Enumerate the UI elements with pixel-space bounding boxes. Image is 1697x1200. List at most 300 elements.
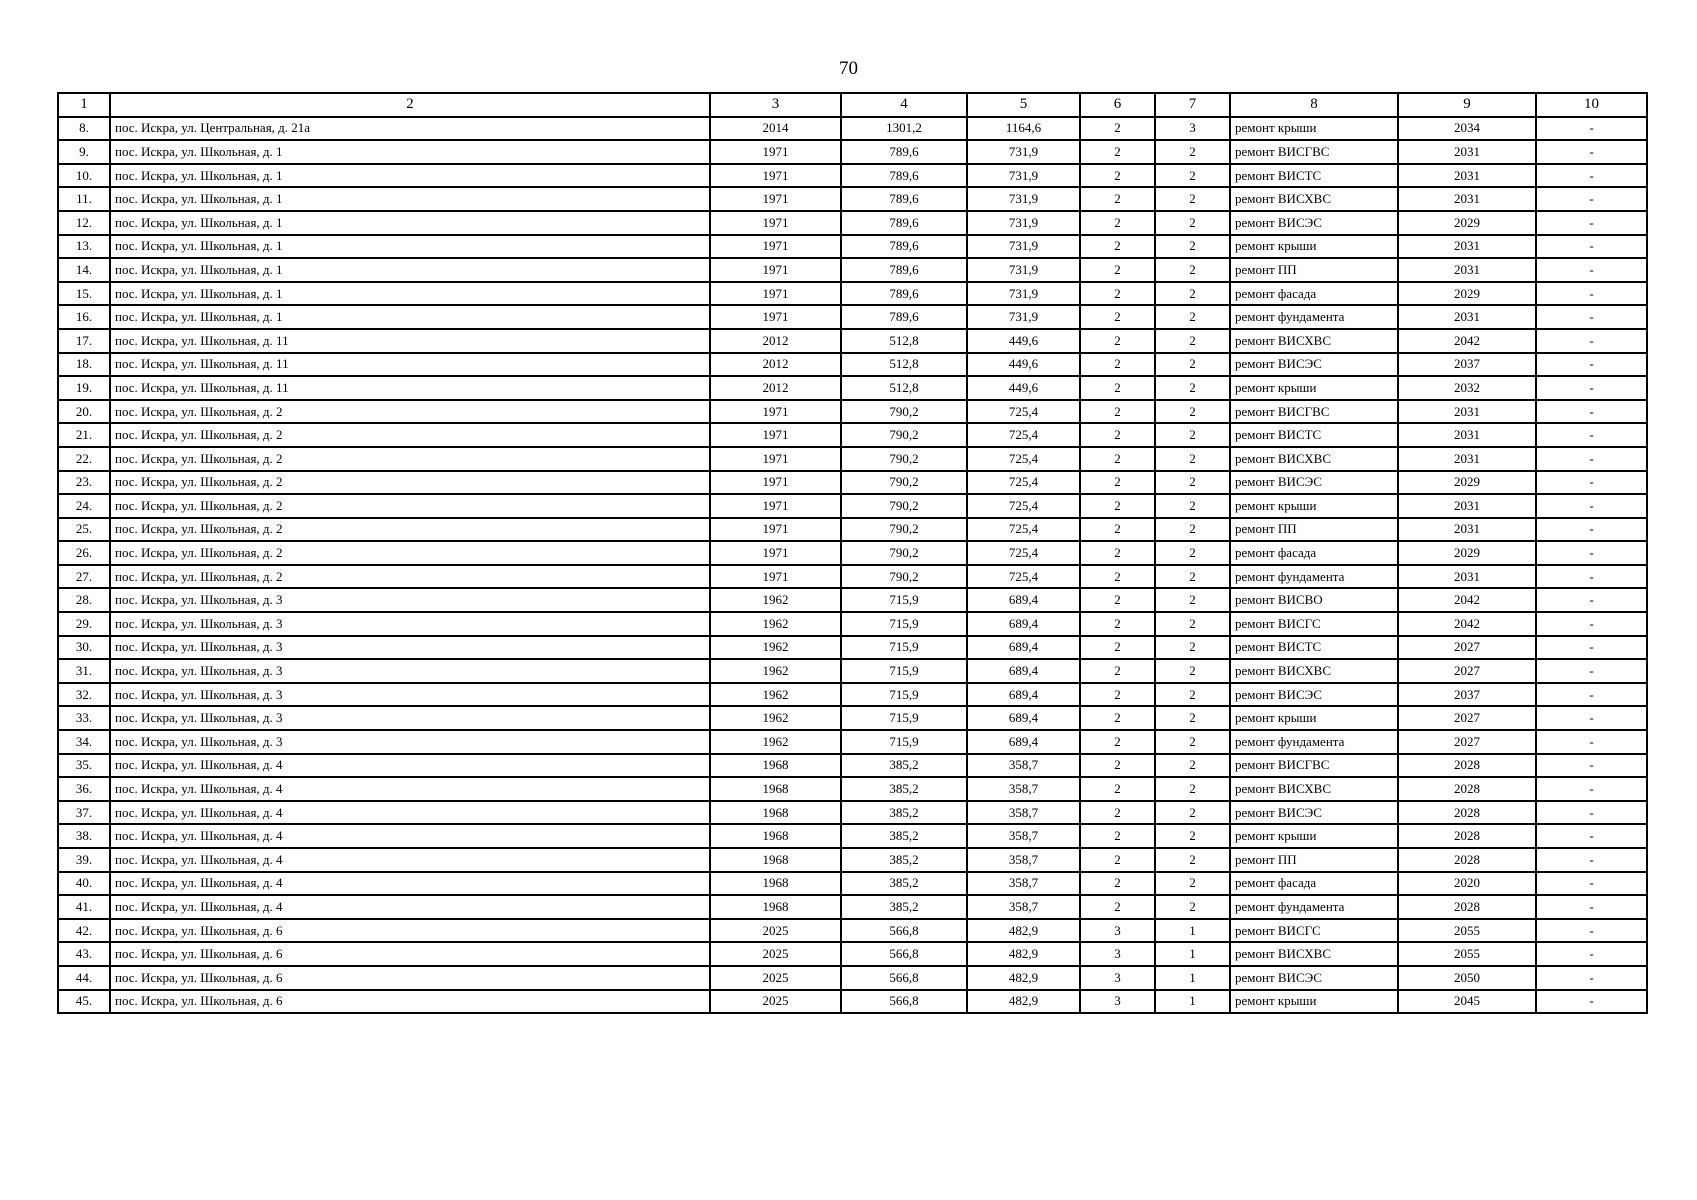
- address-cell: пос. Искра, ул. Школьная, д. 6: [110, 966, 710, 990]
- row-number-cell: 35.: [58, 754, 110, 778]
- address-cell: пос. Искра, ул. Школьная, д. 2: [110, 400, 710, 424]
- planned-year-cell: 2027: [1398, 706, 1536, 730]
- table-row: [58, 447, 1647, 471]
- total-area-cell: 790,2: [841, 494, 967, 518]
- address-cell: пос. Искра, ул. Центральная, д. 21а: [110, 117, 710, 141]
- note-cell: -: [1536, 683, 1647, 707]
- planned-year-cell: 2031: [1398, 258, 1536, 282]
- planned-year-cell: 2031: [1398, 305, 1536, 329]
- work-type-cell: ремонт ПП: [1230, 258, 1398, 282]
- total-area-cell: 715,9: [841, 612, 967, 636]
- table-row: [58, 872, 1647, 896]
- floors-cell: 2: [1080, 777, 1155, 801]
- address-cell: пос. Искра, ул. Школьная, д. 1: [110, 282, 710, 306]
- year-cell: 1968: [710, 848, 841, 872]
- total-area-cell: 1301,2: [841, 117, 967, 141]
- floors-cell: 2: [1080, 588, 1155, 612]
- work-type-cell: ремонт ВИСВО: [1230, 588, 1398, 612]
- living-area-cell: 689,4: [967, 588, 1080, 612]
- year-cell: 1962: [710, 588, 841, 612]
- entrances-cell: 2: [1155, 895, 1230, 919]
- total-area-cell: 715,9: [841, 659, 967, 683]
- table-row: [58, 471, 1647, 495]
- floors-cell: 3: [1080, 919, 1155, 943]
- row-number-cell: 17.: [58, 329, 110, 353]
- table-row: [58, 801, 1647, 825]
- address-cell: пос. Искра, ул. Школьная, д. 3: [110, 588, 710, 612]
- note-cell: -: [1536, 518, 1647, 542]
- year-cell: 1971: [710, 187, 841, 211]
- planned-year-cell: 2055: [1398, 919, 1536, 943]
- entrances-cell: 2: [1155, 683, 1230, 707]
- year-cell: 2012: [710, 329, 841, 353]
- note-cell: -: [1536, 754, 1647, 778]
- floors-cell: 2: [1080, 423, 1155, 447]
- entrances-cell: 1: [1155, 966, 1230, 990]
- entrances-cell: 2: [1155, 636, 1230, 660]
- living-area-cell: 731,9: [967, 258, 1080, 282]
- address-cell: пос. Искра, ул. Школьная, д. 1: [110, 164, 710, 188]
- table-row: [58, 659, 1647, 683]
- total-area-cell: 715,9: [841, 683, 967, 707]
- table-row: [58, 258, 1647, 282]
- address-cell: пос. Искра, ул. Школьная, д. 6: [110, 942, 710, 966]
- floors-cell: 2: [1080, 353, 1155, 377]
- work-type-cell: ремонт ВИСТС: [1230, 636, 1398, 660]
- total-area-cell: 790,2: [841, 400, 967, 424]
- living-area-cell: 449,6: [967, 329, 1080, 353]
- year-cell: 1971: [710, 400, 841, 424]
- living-area-cell: 725,4: [967, 400, 1080, 424]
- row-number-cell: 8.: [58, 117, 110, 141]
- year-cell: 1968: [710, 754, 841, 778]
- note-cell: -: [1536, 565, 1647, 589]
- table-row: [58, 754, 1647, 778]
- header-cell: 7: [1155, 93, 1230, 117]
- floors-cell: 2: [1080, 471, 1155, 495]
- table-row: [58, 990, 1647, 1014]
- header-cell: 5: [967, 93, 1080, 117]
- work-type-cell: ремонт ВИСЭС: [1230, 801, 1398, 825]
- entrances-cell: 2: [1155, 518, 1230, 542]
- floors-cell: 2: [1080, 494, 1155, 518]
- entrances-cell: 2: [1155, 706, 1230, 730]
- address-cell: пос. Искра, ул. Школьная, д. 1: [110, 211, 710, 235]
- entrances-cell: 2: [1155, 494, 1230, 518]
- planned-year-cell: 2050: [1398, 966, 1536, 990]
- row-number-cell: 18.: [58, 353, 110, 377]
- work-type-cell: ремонт фасада: [1230, 872, 1398, 896]
- planned-year-cell: 2042: [1398, 329, 1536, 353]
- entrances-cell: 2: [1155, 235, 1230, 259]
- address-cell: пос. Искра, ул. Школьная, д. 2: [110, 518, 710, 542]
- table-row: [58, 565, 1647, 589]
- work-type-cell: ремонт крыши: [1230, 376, 1398, 400]
- planned-year-cell: 2031: [1398, 400, 1536, 424]
- floors-cell: 2: [1080, 612, 1155, 636]
- floors-cell: 2: [1080, 211, 1155, 235]
- row-number-cell: 9.: [58, 140, 110, 164]
- entrances-cell: 2: [1155, 754, 1230, 778]
- work-type-cell: ремонт ВИСХВС: [1230, 329, 1398, 353]
- floors-cell: 2: [1080, 541, 1155, 565]
- floors-cell: 2: [1080, 376, 1155, 400]
- row-number-cell: 11.: [58, 187, 110, 211]
- work-type-cell: ремонт ВИСХВС: [1230, 659, 1398, 683]
- note-cell: -: [1536, 211, 1647, 235]
- floors-cell: 2: [1080, 117, 1155, 141]
- total-area-cell: 715,9: [841, 588, 967, 612]
- address-cell: пос. Искра, ул. Школьная, д. 11: [110, 376, 710, 400]
- entrances-cell: 2: [1155, 541, 1230, 565]
- table-row: [58, 187, 1647, 211]
- total-area-cell: 789,6: [841, 187, 967, 211]
- note-cell: -: [1536, 353, 1647, 377]
- work-type-cell: ремонт ВИСТС: [1230, 423, 1398, 447]
- row-number-cell: 15.: [58, 282, 110, 306]
- header-cell: 10: [1536, 93, 1647, 117]
- year-cell: 2014: [710, 117, 841, 141]
- total-area-cell: 512,8: [841, 353, 967, 377]
- address-cell: пос. Искра, ул. Школьная, д. 6: [110, 919, 710, 943]
- planned-year-cell: 2027: [1398, 730, 1536, 754]
- address-cell: пос. Искра, ул. Школьная, д. 3: [110, 636, 710, 660]
- entrances-cell: 2: [1155, 400, 1230, 424]
- table-row: [58, 588, 1647, 612]
- note-cell: -: [1536, 659, 1647, 683]
- year-cell: 1968: [710, 824, 841, 848]
- total-area-cell: 790,2: [841, 518, 967, 542]
- row-number-cell: 43.: [58, 942, 110, 966]
- work-type-cell: ремонт крыши: [1230, 706, 1398, 730]
- living-area-cell: 689,4: [967, 730, 1080, 754]
- entrances-cell: 2: [1155, 329, 1230, 353]
- total-area-cell: 512,8: [841, 376, 967, 400]
- planned-year-cell: 2028: [1398, 754, 1536, 778]
- entrances-cell: 2: [1155, 258, 1230, 282]
- row-number-cell: 25.: [58, 518, 110, 542]
- entrances-cell: 2: [1155, 447, 1230, 471]
- address-cell: пос. Искра, ул. Школьная, д. 4: [110, 848, 710, 872]
- total-area-cell: 789,6: [841, 282, 967, 306]
- floors-cell: 2: [1080, 801, 1155, 825]
- address-cell: пос. Искра, ул. Школьная, д. 4: [110, 777, 710, 801]
- work-type-cell: ремонт крыши: [1230, 494, 1398, 518]
- planned-year-cell: 2032: [1398, 376, 1536, 400]
- total-area-cell: 385,2: [841, 777, 967, 801]
- address-cell: пос. Искра, ул. Школьная, д. 2: [110, 494, 710, 518]
- address-cell: пос. Искра, ул. Школьная, д. 4: [110, 824, 710, 848]
- row-number-cell: 27.: [58, 565, 110, 589]
- floors-cell: 2: [1080, 754, 1155, 778]
- work-type-cell: ремонт ПП: [1230, 518, 1398, 542]
- address-cell: пос. Искра, ул. Школьная, д. 6: [110, 990, 710, 1014]
- row-number-cell: 42.: [58, 919, 110, 943]
- total-area-cell: 789,6: [841, 140, 967, 164]
- floors-cell: 2: [1080, 659, 1155, 683]
- table-row: [58, 494, 1647, 518]
- total-area-cell: 789,6: [841, 305, 967, 329]
- table-row: [58, 235, 1647, 259]
- living-area-cell: 731,9: [967, 235, 1080, 259]
- note-cell: -: [1536, 447, 1647, 471]
- note-cell: -: [1536, 895, 1647, 919]
- entrances-cell: 2: [1155, 824, 1230, 848]
- entrances-cell: 3: [1155, 117, 1230, 141]
- total-area-cell: 566,8: [841, 919, 967, 943]
- note-cell: -: [1536, 305, 1647, 329]
- entrances-cell: 2: [1155, 282, 1230, 306]
- year-cell: 1968: [710, 801, 841, 825]
- address-cell: пос. Искра, ул. Школьная, д. 3: [110, 683, 710, 707]
- work-type-cell: ремонт ВИСЭС: [1230, 353, 1398, 377]
- year-cell: 1971: [710, 140, 841, 164]
- living-area-cell: 689,4: [967, 612, 1080, 636]
- table-row: [58, 636, 1647, 660]
- address-cell: пос. Искра, ул. Школьная, д. 4: [110, 754, 710, 778]
- row-number-cell: 12.: [58, 211, 110, 235]
- planned-year-cell: 2028: [1398, 895, 1536, 919]
- planned-year-cell: 2027: [1398, 636, 1536, 660]
- header-cell: 9: [1398, 93, 1536, 117]
- living-area-cell: 1164,6: [967, 117, 1080, 141]
- year-cell: 1968: [710, 895, 841, 919]
- entrances-cell: 2: [1155, 848, 1230, 872]
- address-cell: пос. Искра, ул. Школьная, д. 11: [110, 353, 710, 377]
- note-cell: -: [1536, 140, 1647, 164]
- total-area-cell: 385,2: [841, 848, 967, 872]
- entrances-cell: 2: [1155, 376, 1230, 400]
- entrances-cell: 2: [1155, 730, 1230, 754]
- floors-cell: 3: [1080, 990, 1155, 1014]
- row-number-cell: 19.: [58, 376, 110, 400]
- note-cell: -: [1536, 282, 1647, 306]
- note-cell: -: [1536, 966, 1647, 990]
- planned-year-cell: 2020: [1398, 872, 1536, 896]
- work-type-cell: ремонт крыши: [1230, 117, 1398, 141]
- note-cell: -: [1536, 376, 1647, 400]
- note-cell: -: [1536, 848, 1647, 872]
- header-cell: 8: [1230, 93, 1398, 117]
- note-cell: -: [1536, 494, 1647, 518]
- year-cell: 1971: [710, 565, 841, 589]
- address-cell: пос. Искра, ул. Школьная, д. 2: [110, 565, 710, 589]
- entrances-cell: 2: [1155, 588, 1230, 612]
- floors-cell: 2: [1080, 824, 1155, 848]
- living-area-cell: 731,9: [967, 187, 1080, 211]
- table-row: [58, 824, 1647, 848]
- floors-cell: 2: [1080, 400, 1155, 424]
- work-type-cell: ремонт крыши: [1230, 990, 1398, 1014]
- floors-cell: 2: [1080, 282, 1155, 306]
- address-cell: пос. Искра, ул. Школьная, д. 2: [110, 423, 710, 447]
- planned-year-cell: 2028: [1398, 777, 1536, 801]
- note-cell: -: [1536, 187, 1647, 211]
- address-cell: пос. Искра, ул. Школьная, д. 11: [110, 329, 710, 353]
- table-row: [58, 117, 1647, 141]
- address-cell: пос. Искра, ул. Школьная, д. 3: [110, 659, 710, 683]
- address-cell: пос. Искра, ул. Школьная, д. 3: [110, 706, 710, 730]
- address-cell: пос. Искра, ул. Школьная, д. 2: [110, 471, 710, 495]
- planned-year-cell: 2037: [1398, 683, 1536, 707]
- planned-year-cell: 2034: [1398, 117, 1536, 141]
- address-cell: пос. Искра, ул. Школьная, д. 2: [110, 447, 710, 471]
- row-number-cell: 20.: [58, 400, 110, 424]
- entrances-cell: 2: [1155, 305, 1230, 329]
- planned-year-cell: 2055: [1398, 942, 1536, 966]
- note-cell: -: [1536, 801, 1647, 825]
- living-area-cell: 482,9: [967, 942, 1080, 966]
- header-cell: 6: [1080, 93, 1155, 117]
- living-area-cell: 449,6: [967, 376, 1080, 400]
- header-cell: 1: [58, 93, 110, 117]
- address-cell: пос. Искра, ул. Школьная, д. 4: [110, 872, 710, 896]
- note-cell: -: [1536, 730, 1647, 754]
- table-row: [58, 211, 1647, 235]
- entrances-cell: 2: [1155, 211, 1230, 235]
- row-number-cell: 37.: [58, 801, 110, 825]
- year-cell: 2012: [710, 376, 841, 400]
- entrances-cell: 2: [1155, 140, 1230, 164]
- floors-cell: 2: [1080, 636, 1155, 660]
- entrances-cell: 2: [1155, 471, 1230, 495]
- year-cell: 1971: [710, 518, 841, 542]
- address-cell: пос. Искра, ул. Школьная, д. 3: [110, 612, 710, 636]
- planned-year-cell: 2028: [1398, 824, 1536, 848]
- year-cell: 1971: [710, 164, 841, 188]
- living-area-cell: 731,9: [967, 282, 1080, 306]
- planned-year-cell: 2037: [1398, 353, 1536, 377]
- work-type-cell: ремонт фасада: [1230, 541, 1398, 565]
- planned-year-cell: 2028: [1398, 801, 1536, 825]
- address-cell: пос. Искра, ул. Школьная, д. 1: [110, 187, 710, 211]
- row-number-cell: 36.: [58, 777, 110, 801]
- year-cell: 1971: [710, 423, 841, 447]
- work-type-cell: ремонт фундамента: [1230, 565, 1398, 589]
- year-cell: 1968: [710, 777, 841, 801]
- row-number-cell: 44.: [58, 966, 110, 990]
- total-area-cell: 512,8: [841, 329, 967, 353]
- year-cell: 2025: [710, 942, 841, 966]
- note-cell: -: [1536, 164, 1647, 188]
- planned-year-cell: 2031: [1398, 235, 1536, 259]
- table-row: [58, 282, 1647, 306]
- total-area-cell: 715,9: [841, 636, 967, 660]
- planned-year-cell: 2029: [1398, 471, 1536, 495]
- table-body: [58, 117, 1647, 1014]
- year-cell: 2012: [710, 353, 841, 377]
- living-area-cell: 482,9: [967, 966, 1080, 990]
- table-row: [58, 305, 1647, 329]
- entrances-cell: 2: [1155, 801, 1230, 825]
- floors-cell: 2: [1080, 258, 1155, 282]
- planned-year-cell: 2031: [1398, 565, 1536, 589]
- table-row: [58, 518, 1647, 542]
- total-area-cell: 790,2: [841, 423, 967, 447]
- row-number-cell: 39.: [58, 848, 110, 872]
- total-area-cell: 385,2: [841, 824, 967, 848]
- table-row: [58, 919, 1647, 943]
- entrances-cell: 2: [1155, 423, 1230, 447]
- table-row: [58, 612, 1647, 636]
- total-area-cell: 789,6: [841, 211, 967, 235]
- planned-year-cell: 2031: [1398, 423, 1536, 447]
- living-area-cell: 731,9: [967, 211, 1080, 235]
- note-cell: -: [1536, 777, 1647, 801]
- entrances-cell: 2: [1155, 353, 1230, 377]
- work-type-cell: ремонт ВИСЭС: [1230, 683, 1398, 707]
- living-area-cell: 358,7: [967, 754, 1080, 778]
- planned-year-cell: 2031: [1398, 494, 1536, 518]
- living-area-cell: 725,4: [967, 447, 1080, 471]
- table-row: [58, 730, 1647, 754]
- work-type-cell: ремонт ВИСЭС: [1230, 211, 1398, 235]
- planned-year-cell: 2031: [1398, 140, 1536, 164]
- entrances-cell: 2: [1155, 872, 1230, 896]
- floors-cell: 2: [1080, 329, 1155, 353]
- work-type-cell: ремонт ВИСХВС: [1230, 187, 1398, 211]
- living-area-cell: 689,4: [967, 659, 1080, 683]
- row-number-cell: 33.: [58, 706, 110, 730]
- living-area-cell: 731,9: [967, 305, 1080, 329]
- total-area-cell: 715,9: [841, 706, 967, 730]
- year-cell: 1968: [710, 872, 841, 896]
- table-row: [58, 777, 1647, 801]
- address-cell: пос. Искра, ул. Школьная, д. 4: [110, 895, 710, 919]
- work-type-cell: ремонт фундамента: [1230, 305, 1398, 329]
- year-cell: 1962: [710, 612, 841, 636]
- note-cell: -: [1536, 612, 1647, 636]
- total-area-cell: 385,2: [841, 872, 967, 896]
- header-row: [58, 93, 1647, 117]
- row-number-cell: 16.: [58, 305, 110, 329]
- table-row: [58, 353, 1647, 377]
- work-type-cell: ремонт ВИСТС: [1230, 164, 1398, 188]
- planned-year-cell: 2031: [1398, 518, 1536, 542]
- row-number-cell: 22.: [58, 447, 110, 471]
- floors-cell: 2: [1080, 187, 1155, 211]
- work-type-cell: ремонт ВИСХВС: [1230, 777, 1398, 801]
- planned-year-cell: 2029: [1398, 282, 1536, 306]
- year-cell: 1971: [710, 282, 841, 306]
- total-area-cell: 789,6: [841, 235, 967, 259]
- note-cell: -: [1536, 942, 1647, 966]
- floors-cell: 2: [1080, 235, 1155, 259]
- row-number-cell: 40.: [58, 872, 110, 896]
- note-cell: -: [1536, 636, 1647, 660]
- floors-cell: 3: [1080, 942, 1155, 966]
- year-cell: 2025: [710, 990, 841, 1014]
- table-row: [58, 942, 1647, 966]
- table-row: [58, 895, 1647, 919]
- floors-cell: 2: [1080, 706, 1155, 730]
- entrances-cell: 2: [1155, 565, 1230, 589]
- planned-year-cell: 2031: [1398, 447, 1536, 471]
- total-area-cell: 789,6: [841, 258, 967, 282]
- living-area-cell: 725,4: [967, 471, 1080, 495]
- table-row: [58, 541, 1647, 565]
- row-number-cell: 23.: [58, 471, 110, 495]
- note-cell: -: [1536, 329, 1647, 353]
- year-cell: 1962: [710, 730, 841, 754]
- table-row: [58, 683, 1647, 707]
- note-cell: -: [1536, 706, 1647, 730]
- table-row: [58, 164, 1647, 188]
- living-area-cell: 689,4: [967, 706, 1080, 730]
- work-type-cell: ремонт ВИСГВС: [1230, 140, 1398, 164]
- work-type-cell: ремонт фундамента: [1230, 730, 1398, 754]
- table-row: [58, 706, 1647, 730]
